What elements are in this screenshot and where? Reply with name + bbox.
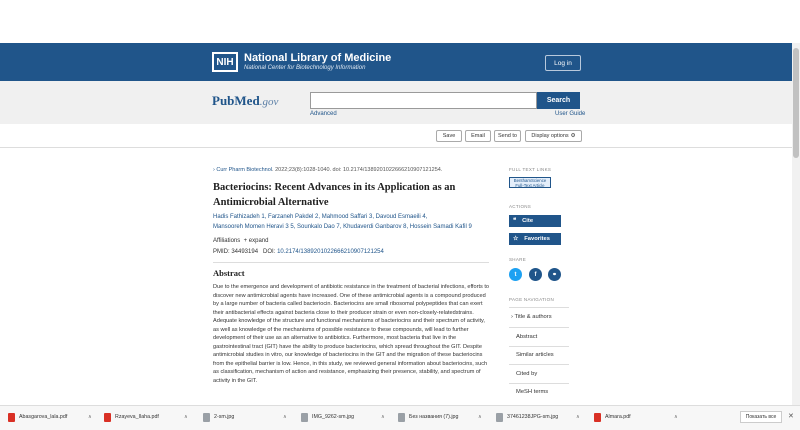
author-list [213,212,483,232]
download-item[interactable] [8,411,92,423]
nav-title-authors-label: Title & authors [514,314,552,320]
chevron-up-icon[interactable]: ∧ [674,414,678,420]
twitter-icon[interactable]: t [509,268,522,281]
scrollbar-thumb[interactable] [793,48,799,158]
nih-header [0,43,800,81]
download-item[interactable] [496,411,580,423]
pmid-row [213,249,384,255]
user-guide-link[interactable]: User Guide [555,111,586,117]
close-icon[interactable]: ✕ [788,413,794,420]
pdf-file-icon [594,413,601,422]
gear-icon: ⚙ [570,133,576,139]
email-button[interactable]: Email [465,130,491,142]
download-filename: Rzayeva_Ilaha.pdf [115,414,159,420]
nav-divider [509,364,569,365]
star-icon: ☆ [513,236,519,242]
save-button[interactable]: Save [436,130,462,142]
quote-icon: ❝ [513,218,517,224]
nav-cited-by[interactable]: Cited by [516,371,538,377]
affiliations-label: Affiliations [213,238,241,244]
journal-link[interactable]: Curr Pharm Biotechnol [216,167,273,173]
abstract-text: Due to the emergence and development of antibiotic resistance in the treatment of bacterial infections, efforts to discover new antimicrobial agents have increased. One of these antimicrobial agents is a compound produced by a large number of bacteria called bacteriocin. Bacteriocins are small ribosomal polypeptides that can exert their antibacterial effects against bacteria close to their producer strain or even non-closely-relatedstrains. Adequate knowledge of the structure and functional mechanisms of bacteriocins and their spectrum of activity, as well as knowledge of the mechanisms of possible resistance to these compounds, will lead to further development of their use as an alternative to antibiotics. Furthermore, most bacteria that live in the gastrointestinal tract (GIT) have the ability to produce bacteriocins, which spread throughout the GIT. Despite antimicrobial studies in vitro, our knowledge of bacteriocins in the GIT and the migration of these bacteriocins from the epithelial barrier is low. Hence, in this study, we reviewed general information about bacteriocins, such as classification, mechanism of action and resistance, emphasizing their presence, stability, and spectrum of activity in the GIT. [213,284,490,384]
authors-line-1[interactable]: Hadis Fathizadeh 1, Farzaneh Pakdel 2, Mahmood Saffari 3, Davoud Esmaeili 4, [213,214,428,220]
bentham-line-1: BenthamScience [513,178,547,183]
display-options-button[interactable] [525,130,582,142]
chevron-right-icon: › [511,314,513,320]
chevron-up-icon[interactable]: ∧ [381,414,385,420]
nav-divider [509,383,569,384]
link-icon[interactable]: ⚭ [548,268,561,281]
download-filename: 37461238JPG-sm.jpg [507,414,559,420]
download-item[interactable] [301,411,385,423]
nav-abstract[interactable]: Abstract [516,334,538,340]
chevron-up-icon[interactable]: ∧ [283,414,287,420]
favorites-label: Favorites [524,236,550,242]
advanced-search-link[interactable]: Advanced [310,111,337,117]
page-navigation-label: PAGE NAVIGATION [509,297,555,302]
article-title: Bacteriocins: Recent Advances in its Application as an Antimicrobial Alternative [213,182,456,208]
chevron-up-icon[interactable]: ∧ [88,414,92,420]
affiliations-row [213,238,268,244]
browser-top-area [0,0,800,43]
image-file-icon [496,413,503,422]
nav-title-authors[interactable] [509,314,569,320]
pdf-file-icon [8,413,15,422]
nih-logo-badge[interactable]: NIH [212,52,238,72]
nav-divider [509,307,569,308]
download-filename: Almara.pdf [605,414,631,420]
nav-similar-articles[interactable]: Similar articles [516,352,554,358]
nih-subtitle: National Center for Biotechnology Information [244,65,366,71]
search-input[interactable] [310,92,537,109]
citation-details: . 2022;23(8):1028-1040. doi: 10.2174/1389201022666210907121254. [272,167,443,173]
nav-divider [509,327,569,328]
pmid: PMID: 34493194 [213,249,259,255]
download-filename: 2-sm.jpg [214,414,235,420]
cite-label: Cite [522,218,534,224]
chevron-up-icon[interactable]: ∧ [478,414,482,420]
actions-label: ACTIONS [509,204,532,209]
pubmed-logo[interactable] [212,93,278,109]
journal-citation [213,167,442,173]
doi-label: DOI: [263,249,276,255]
download-item[interactable] [104,411,188,423]
search-button[interactable]: Search [537,92,580,109]
expand-affiliations-button[interactable]: + expand [243,238,269,244]
download-filename: Без названия (7).jpg [409,414,459,420]
download-filename: Abasgarova_lala.pdf [19,414,68,420]
full-text-links-label: FULL TEXT LINKS [509,167,552,172]
section-divider [213,262,489,263]
bentham-fulltext-link[interactable] [509,177,551,188]
share-label: SHARE [509,257,527,262]
image-file-icon [301,413,308,422]
image-file-icon [398,413,405,422]
pdf-file-icon [104,413,111,422]
download-filename: IMG_9262-sm.jpg [312,414,355,420]
image-file-icon [203,413,210,422]
authors-line-2[interactable]: Mansooreh Momen Heravi 3 5, Sounkalo Dao 7, Khudaverdi Ganbarov 8, Hossein Samadi Kafil 9 [213,224,472,230]
bentham-line-2: Full-Text Article [515,183,545,188]
logo-gov: .gov [259,96,279,108]
nav-mesh-terms[interactable]: MeSH terms [516,389,549,395]
nih-title[interactable]: National Library of Medicine [244,52,392,64]
chevron-right-icon[interactable]: › [213,167,215,173]
cite-button[interactable] [509,215,561,227]
toolbar-divider [0,147,800,148]
doi-link[interactable]: 10.2174/1389201022666210907121254 [277,249,384,255]
logo-pub: Pub [212,93,235,108]
download-item[interactable] [594,411,678,423]
login-button[interactable]: Log in [545,55,581,71]
abstract-heading: Abstract [213,268,245,278]
logo-med: Med [234,93,260,108]
download-item[interactable] [203,411,287,423]
display-options-label: Display options [531,133,569,139]
show-all-downloads-button[interactable]: Показать все [740,411,782,423]
favorites-button[interactable] [509,233,561,245]
nav-divider [509,346,569,347]
download-item[interactable] [398,411,482,423]
send-to-button[interactable]: Send to [494,130,521,142]
facebook-icon[interactable]: f [529,268,542,281]
chevron-up-icon[interactable]: ∧ [184,414,188,420]
chevron-up-icon[interactable]: ∧ [576,414,580,420]
